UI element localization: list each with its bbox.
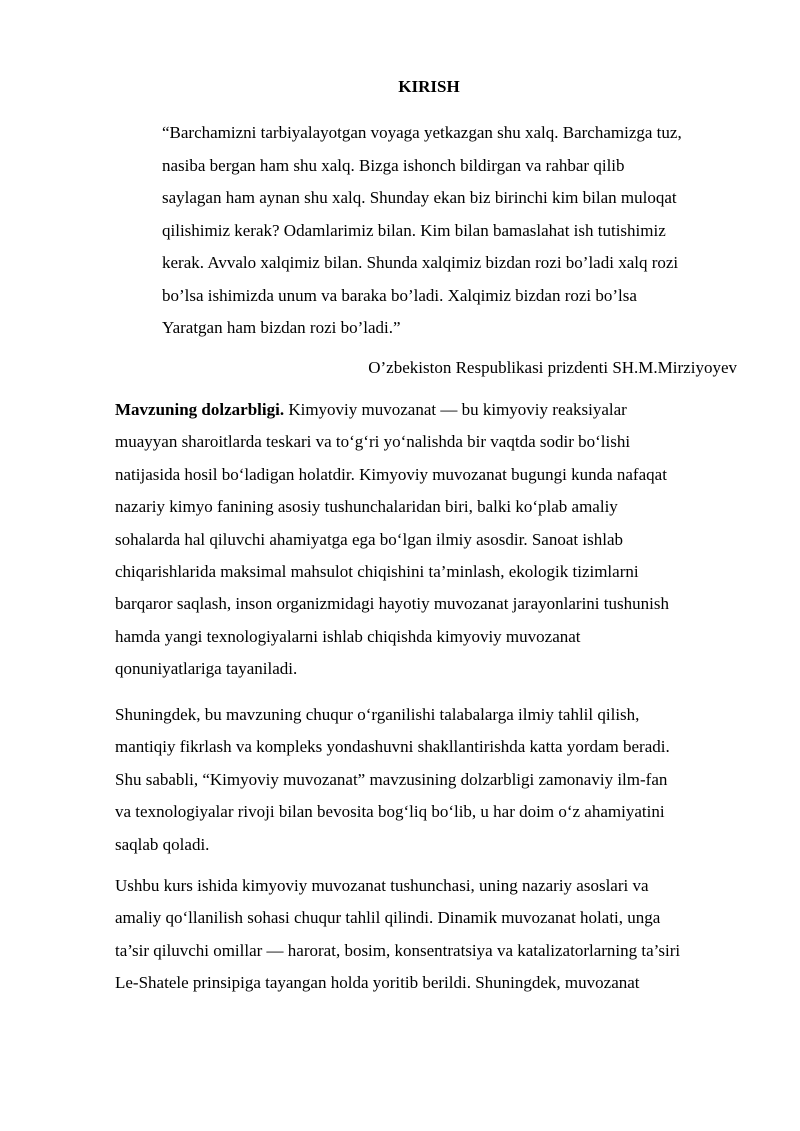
- epigraph-line: bo’lsa ishimizda unum va baraka bo’ladi. Xalqimiz bizdan rozi bo’lsa: [162, 285, 637, 305]
- paragraph-line: va texnologiyalar rivoji bilan bevosita bog‘liq bo‘lib, u har doim o‘z ahamiyatini: [115, 802, 665, 822]
- paragraph-line: nazariy kimyo fanining asosiy tushunchalaridan biri, balki ko‘plab amaliy: [115, 497, 618, 517]
- paragraph-line: Ushbu kurs ishida kimyoviy muvozanat tushunchasi, uning nazariy asoslari va: [115, 876, 649, 895]
- paragraph-line: saqlab qoladi.: [115, 834, 210, 854]
- paragraph-line: [115, 394, 745, 426]
- page-title: KIRISH: [398, 77, 460, 96]
- paragraph-line: Le-Shatele prinsipiga tayangan holda yoritib berildi. Shuningdek, muvozanat: [115, 973, 640, 993]
- epigraph-line: nasiba bergan ham shu xalq. Bizga ishonch bildirgan va rahbar qilib: [162, 155, 625, 175]
- epigraph-quote: [162, 117, 752, 345]
- epigraph-line: Yaratgan ham bizdan rozi bo’ladi.”: [162, 318, 401, 337]
- paragraph-line: hamda yangi texnologiyalarni ishlab chiqishda kimyoviy muvozanat: [115, 626, 581, 646]
- paragraph-line: chiqarishlarida maksimal mahsulot chiqishini ta’minlash, ekologik tizimlarni: [115, 562, 639, 582]
- paragraph-line-text: Kimyoviy muvozanat — bu kimyoviy reaksiyalar: [284, 400, 627, 419]
- paragraph-line: qonuniyatlariga tayaniladi.: [115, 659, 298, 679]
- paragraph-line: muayyan sharoitlarda teskari va to‘g‘ri yo‘nalishda bir vaqtda sodir bo‘lishi: [115, 432, 631, 452]
- section-lead: Mavzuning dolzarbligi.: [115, 400, 285, 419]
- paragraph-line: mantiqiy fikrlash va kompleks yondashuvni shakllantirishda katta yordam beradi.: [115, 737, 670, 757]
- epigraph-line: “Barchamizni tarbiyalayotgan voyaga yetkazgan shu xalq. Barchamizga tuz,: [162, 123, 682, 142]
- paragraph-line: natijasida hosil bo‘ladigan holatdir. Kimyoviy muvozanat bugungi kunda nafaqat: [115, 464, 667, 484]
- paragraph-line: ta’sir qiluvchi omillar — harorat, bosim, konsentratsiya va katalizatorlarning ta’siri: [115, 940, 681, 960]
- paragraph-line: Shu sababli, “Kimyoviy muvozanat” mavzusining dolzarbligi zamonaviy ilm-fan: [115, 769, 668, 789]
- epigraph-line: qilishimiz kerak? Odamlarimiz bilan. Kim bilan bamaslahat ish tutishimiz: [162, 220, 666, 240]
- paragraph-course-summary: [115, 870, 745, 1000]
- epigraph-line: kerak. Avvalo xalqimiz bilan. Shunda xalqimiz bizdan rozi bo’ladi xalq rozi: [162, 253, 679, 272]
- paragraph-line: barqaror saqlash, inson organizmidagi hayotiy muvozanat jarayonlarini tushunish: [115, 594, 669, 614]
- paragraph-line: sohalarda hal qiluvchi ahamiyatga ega bo‘lgan ilmiy asosdir. Sanoat ishlab: [115, 529, 623, 549]
- paragraph-importance: [115, 699, 745, 861]
- paragraph-line: Shuningdek, bu mavzuning chuqur o‘rganilishi talabalarga ilmiy tahlil qilish,: [115, 705, 640, 724]
- epigraph-line: saylagan ham aynan shu xalq. Shunday ekan biz birinchi kim bilan muloqat: [162, 188, 677, 207]
- epigraph-author: O’zbekiston Respublikasi prizdenti SH.M.Mirziyoyev: [368, 358, 737, 377]
- paragraph-line: amaliy qo‘llanilish sohasi chuqur tahlil qilindi. Dinamik muvozanat holati, unga: [115, 908, 661, 928]
- paragraph-relevance: [115, 394, 745, 686]
